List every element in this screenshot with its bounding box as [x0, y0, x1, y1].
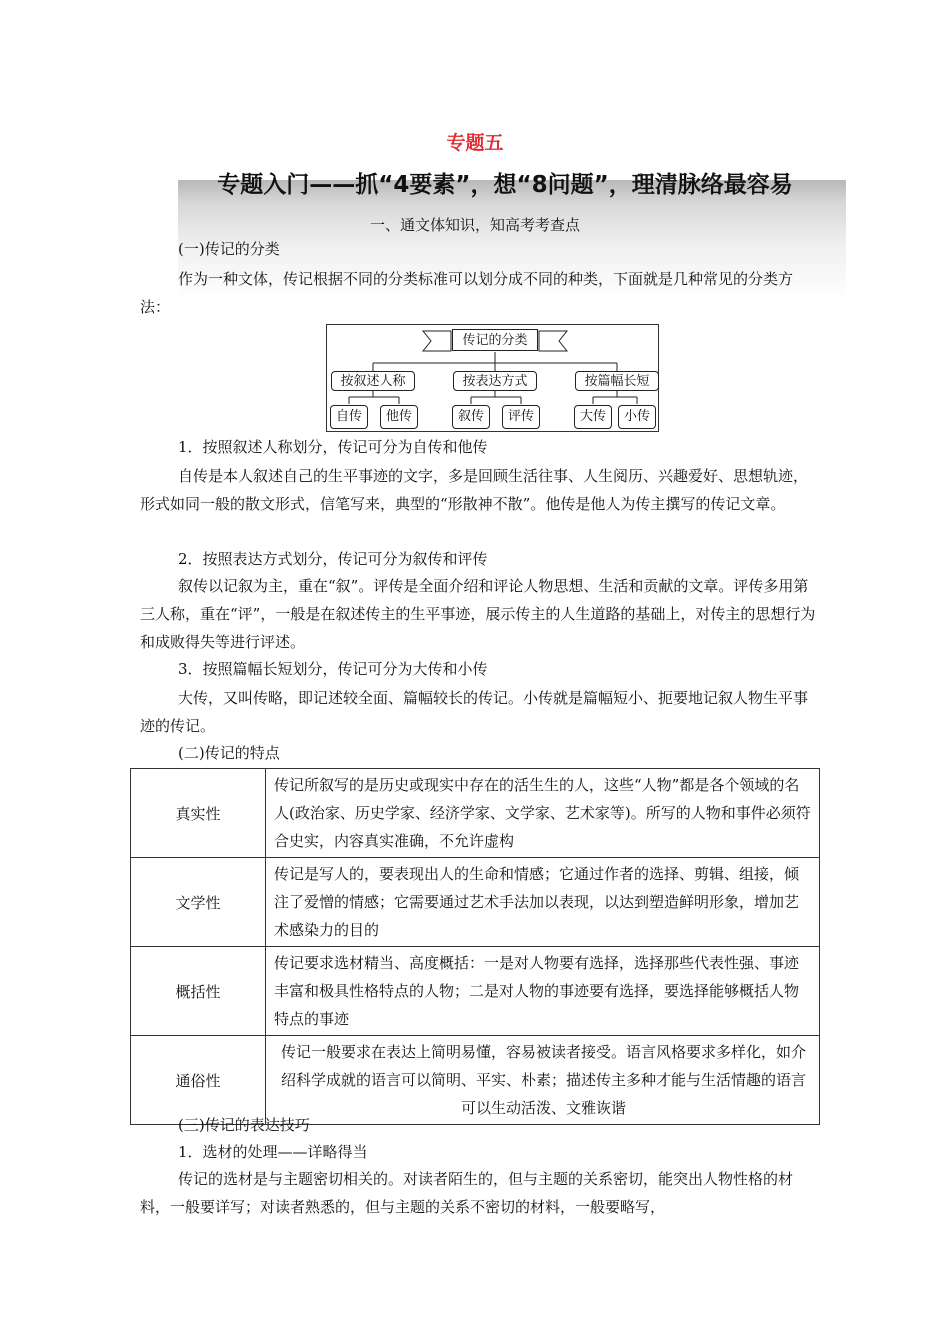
item-text: 叙传以记叙为主，重在“叙”。评传是全面介绍和评论人物思想、生活和贡献的文章。评传多用第三人称，重在“评”，一般是在叙述传主的生平事迹，展示传主的人生道路的基础上，对传主的思想行为和成败得失等进行评述。 — [140, 577, 816, 651]
topic-label: 专题五 — [446, 132, 504, 154]
item-heading: 3．按照篇幅长短划分，传记可分为大传和小传 — [178, 660, 488, 678]
part3-heading: (三)传记的表达技巧 — [178, 1116, 310, 1134]
diagram-branch-person: 按叙述人称 — [331, 371, 415, 391]
diagram-leaf: 叙传 — [452, 405, 490, 429]
item-heading: 1．按照叙述人称划分，传记可分为自传和他传 — [178, 438, 488, 456]
page-title: 专题入门——抓“4要素”，想“8问题”，理清脉络最容易 — [217, 172, 793, 198]
diagram-branch-expression: 按表达方式 — [453, 371, 537, 391]
table-value: 传记要求选材精当、高度概括：一是对人物要有选择，选择那些代表性强、事迹丰富和极具性格特点的人物；二是对人物的事迹要有选择，要选择能够概括人物特点的事迹 — [266, 947, 820, 1036]
features-table — [130, 768, 820, 1125]
diagram-branch-length: 按篇幅长短 — [575, 371, 659, 391]
item-text: 大传，又叫传略，即记述较全面、篇幅较长的传记。小传就是篇幅短小、扼要地记叙人物生平事迹的传记。 — [140, 689, 809, 735]
table-key: 通俗性 — [131, 1036, 266, 1125]
item-text: 自传是本人叙述自己的生平事迹的文字，多是回顾生活往事、人生阅历、兴趣爱好、思想轨迹，形式如同一般的散文形式，信笔写来，典型的“形散神不散”。他传是他人为传主撰写的传记文章。 — [140, 467, 809, 513]
part3-text: 传记的选材是与主题密切相关的。对读者陌生的，但与主题的关系密切，能突出人物性格的材料，一般要详写；对读者熟悉的，但与主题的关系不密切的材料，一般要略写， — [140, 1170, 794, 1216]
table-value: 传记一般要求在表达上简明易懂，容易被读者接受。语言风格要求多样化，如介绍科学成就的语言可以简明、平实、朴素；描述传主多种才能与生活情趣的语言可以生动活泼、文雅诙谐 — [266, 1036, 820, 1125]
table-row — [131, 947, 820, 1036]
table-row — [131, 858, 820, 947]
diagram-leaf: 自传 — [330, 405, 368, 429]
table-value: 传记是写人的，要表现出人的生命和情感；它通过作者的选择、剪辑、组接，倾注了爱憎的情感；它需要通过艺术手法加以表现，以达到塑造鲜明形象，增加艺术感染力的目的 — [266, 858, 820, 947]
part2-heading: (二)传记的特点 — [178, 744, 280, 762]
table-key: 概括性 — [131, 947, 266, 1036]
table-row — [131, 769, 820, 858]
diagram-leaf: 评传 — [502, 405, 540, 429]
classification-diagram — [326, 324, 659, 432]
table-key: 文学性 — [131, 858, 266, 947]
table-row — [131, 1036, 820, 1125]
diagram-leaf: 他传 — [380, 405, 418, 429]
table-value: 传记所叙写的是历史或现实中存在的活生生的人，这些“人物”都是各个领域的名人(政治家、历史学家、经济学家、文学家、艺术家等)。所写的人物和事件必须符合史实，内容真实准确，不允许虚构 — [266, 769, 820, 858]
diagram-leaf: 大传 — [574, 405, 612, 429]
diagram-root: 传记的分类 — [452, 329, 538, 351]
part1-heading: (一)传记的分类 — [178, 240, 280, 258]
table-key: 真实性 — [131, 769, 266, 858]
item-heading: 2．按照表达方式划分，传记可分为叙传和评传 — [178, 550, 488, 568]
section-heading: 一、通文体知识，知高考考查点 — [369, 216, 580, 234]
part3-subheading: 1．选材的处理——详略得当 — [178, 1143, 368, 1161]
diagram-leaf: 小传 — [618, 405, 656, 429]
part1-intro: 作为一种文体，传记根据不同的分类标准可以划分成不同的种类，下面就是几种常见的分类方法： — [140, 270, 794, 316]
